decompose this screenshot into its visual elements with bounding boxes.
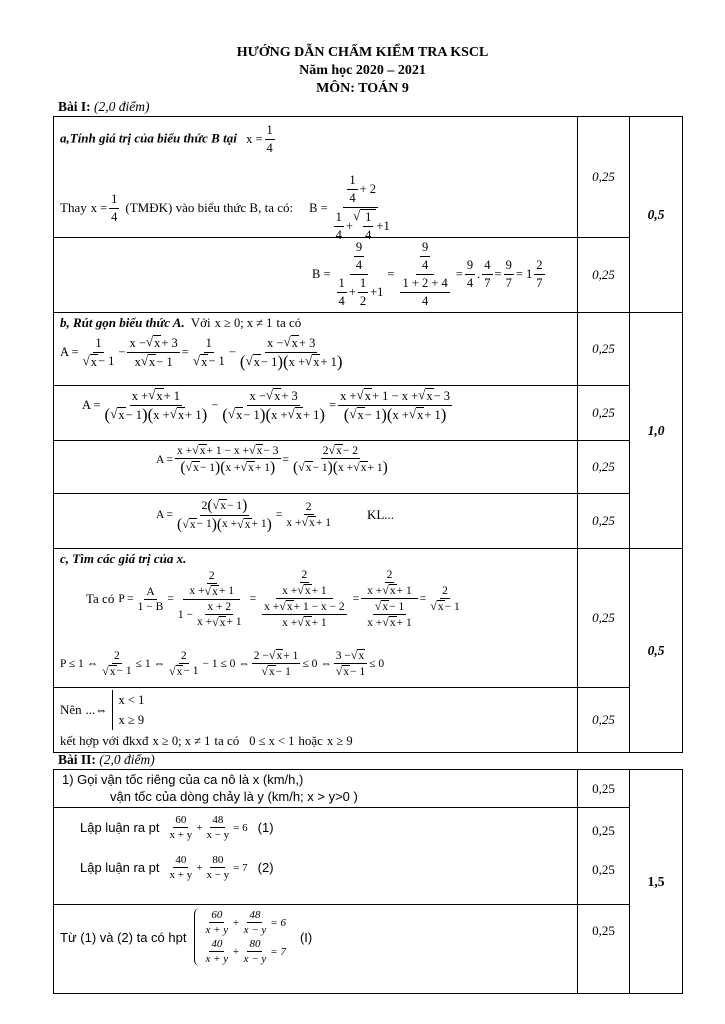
score-c1: 0,25: [578, 549, 630, 688]
score-bai2-1: 0,25: [578, 770, 630, 808]
total-b: 1,0: [630, 313, 683, 549]
school-year: Năm học 2020 – 2021: [299, 63, 426, 78]
score-b2: 0,25: [578, 386, 630, 441]
bai2-step4: Từ (1) và (2) ta có hpt 60 x + y + 48 x − y = 6 40 x + y + 80 x − y = 7 (I): [54, 905, 578, 994]
score-bai2-3: 0,25: [578, 854, 630, 905]
bai2-step3: Lập luận ra pt 40 x + y + 80 x − y = 7 (2): [54, 854, 578, 905]
score-bai2-2: 0,25: [578, 808, 630, 855]
subject: MÔN: TOÁN 9: [316, 81, 409, 96]
score-a2: 0,25: [578, 238, 630, 313]
total-c: 0,5: [630, 549, 683, 753]
bai1-c-step2: Nên ...⇔ x < 1 x ≥ 9 kết hợp với đkxđ x ≥ 0; x ≠ 1 ta có 0 ≤ x < 1 hoặc x ≥ 9: [54, 688, 578, 753]
score-b3: 0,25: [578, 441, 630, 494]
bai2-step2: Lập luận ra pt 60 x + y + 48 x − y = 6 (1): [54, 808, 578, 855]
bai1-b-step1: b, Rút gọn biểu thức A. Với x ≥ 0; x ≠ 1 ta có A = 1 √ x − 1 − x − √ x + 3 x √ x − 1 = 1 √ x − 1 − x − √ x + 3 ( √ x − 1 ) ( x + √ x + 1 ): [54, 313, 578, 386]
doc-title: HƯỚNG DẪN CHẤM KIỂM TRA KSCL: [236, 45, 489, 60]
bai2-step1: 1) Gọi vận tốc riêng của ca nô là x (km/h,) vận tốc của dòng chảy là y (km/h; x > y>0 ): [54, 770, 578, 808]
total-bai2: 1,5: [630, 770, 683, 994]
bai1-c-step1: c, Tìm các giá trị của x. Ta có P = A 1 − B = 2 x + √ x + 1 1 − x + 2 x + √ x + 1 = 2 x + √ x + 1 x + √ x + 1 − x − 2 x + √ x + 1 = 2 x + √ x + 1 √ x − 1 x + √ x + 1 = 2 √ x − 1 P ≤ 1 ⇔ 2 √ x − 1 ≤ 1 ⇔ 2 √ x − 1 − 1 ≤ 0 ⇔ 2 − √ x + 1 √ x − 1 ≤ 0 ⇔ 3 − √ x √ x − 1 ≤ 0: [54, 549, 578, 688]
score-b4: 0,25: [578, 494, 630, 549]
score-c2: 0,25: [578, 688, 630, 753]
bai1-b-step4: A = 2 ( √ x − 1 ) ( √ x − 1 ) ( x + √ x + 1 ) = 2 x + √ x + 1 KL...: [54, 494, 578, 549]
score-bai2-4: 0,25: [578, 905, 630, 994]
bai1-grading-table: [53, 116, 683, 753]
bai1-a-step1: a,Tính giá trị của biểu thức B tại x = 1 4 Thay x = 1 4 (TMĐK) vào biểu thức B, ta có: B = 1 4 + 2 1 4 + √ 1 4 +1: [54, 117, 578, 238]
section-bai2-heading: Bài II: (2,0 điểm): [58, 752, 155, 767]
bai2-grading-table: [53, 769, 683, 994]
conclusion-label: KL...: [366, 507, 395, 523]
score-a1: 0,25: [578, 117, 630, 238]
bai1-b-step2: A = x + √ x + 1 ( √ x − 1 ) ( x + √ x + 1 ) − x − √ x + 3 ( √ x − 1 ) ( x + √ x + 1 ) = x + √ x + 1 − x + √ x − 3 ( √ x − 1 ) ( x + √ x + 1 ): [54, 386, 578, 441]
score-b1: 0,25: [578, 313, 630, 386]
total-a: 0,5: [630, 117, 683, 313]
bai1-a-step2: B = 9 4 1 4 + 1 2 +1 = 9 4 1 + 2 + 4 4 = 9 4 . 4 7 = 9 7 = 1 2 7: [54, 238, 578, 313]
bai1-b-step3: A = x + √ x + 1 − x + √ x − 3 ( √ x − 1 ) ( x + √ x + 1 ) = 2 √ x − 2 ( √ x − 1 ) ( x + √ x + 1 ): [54, 441, 578, 494]
section-bai1-heading: Bài I: (2,0 điểm): [58, 99, 150, 114]
